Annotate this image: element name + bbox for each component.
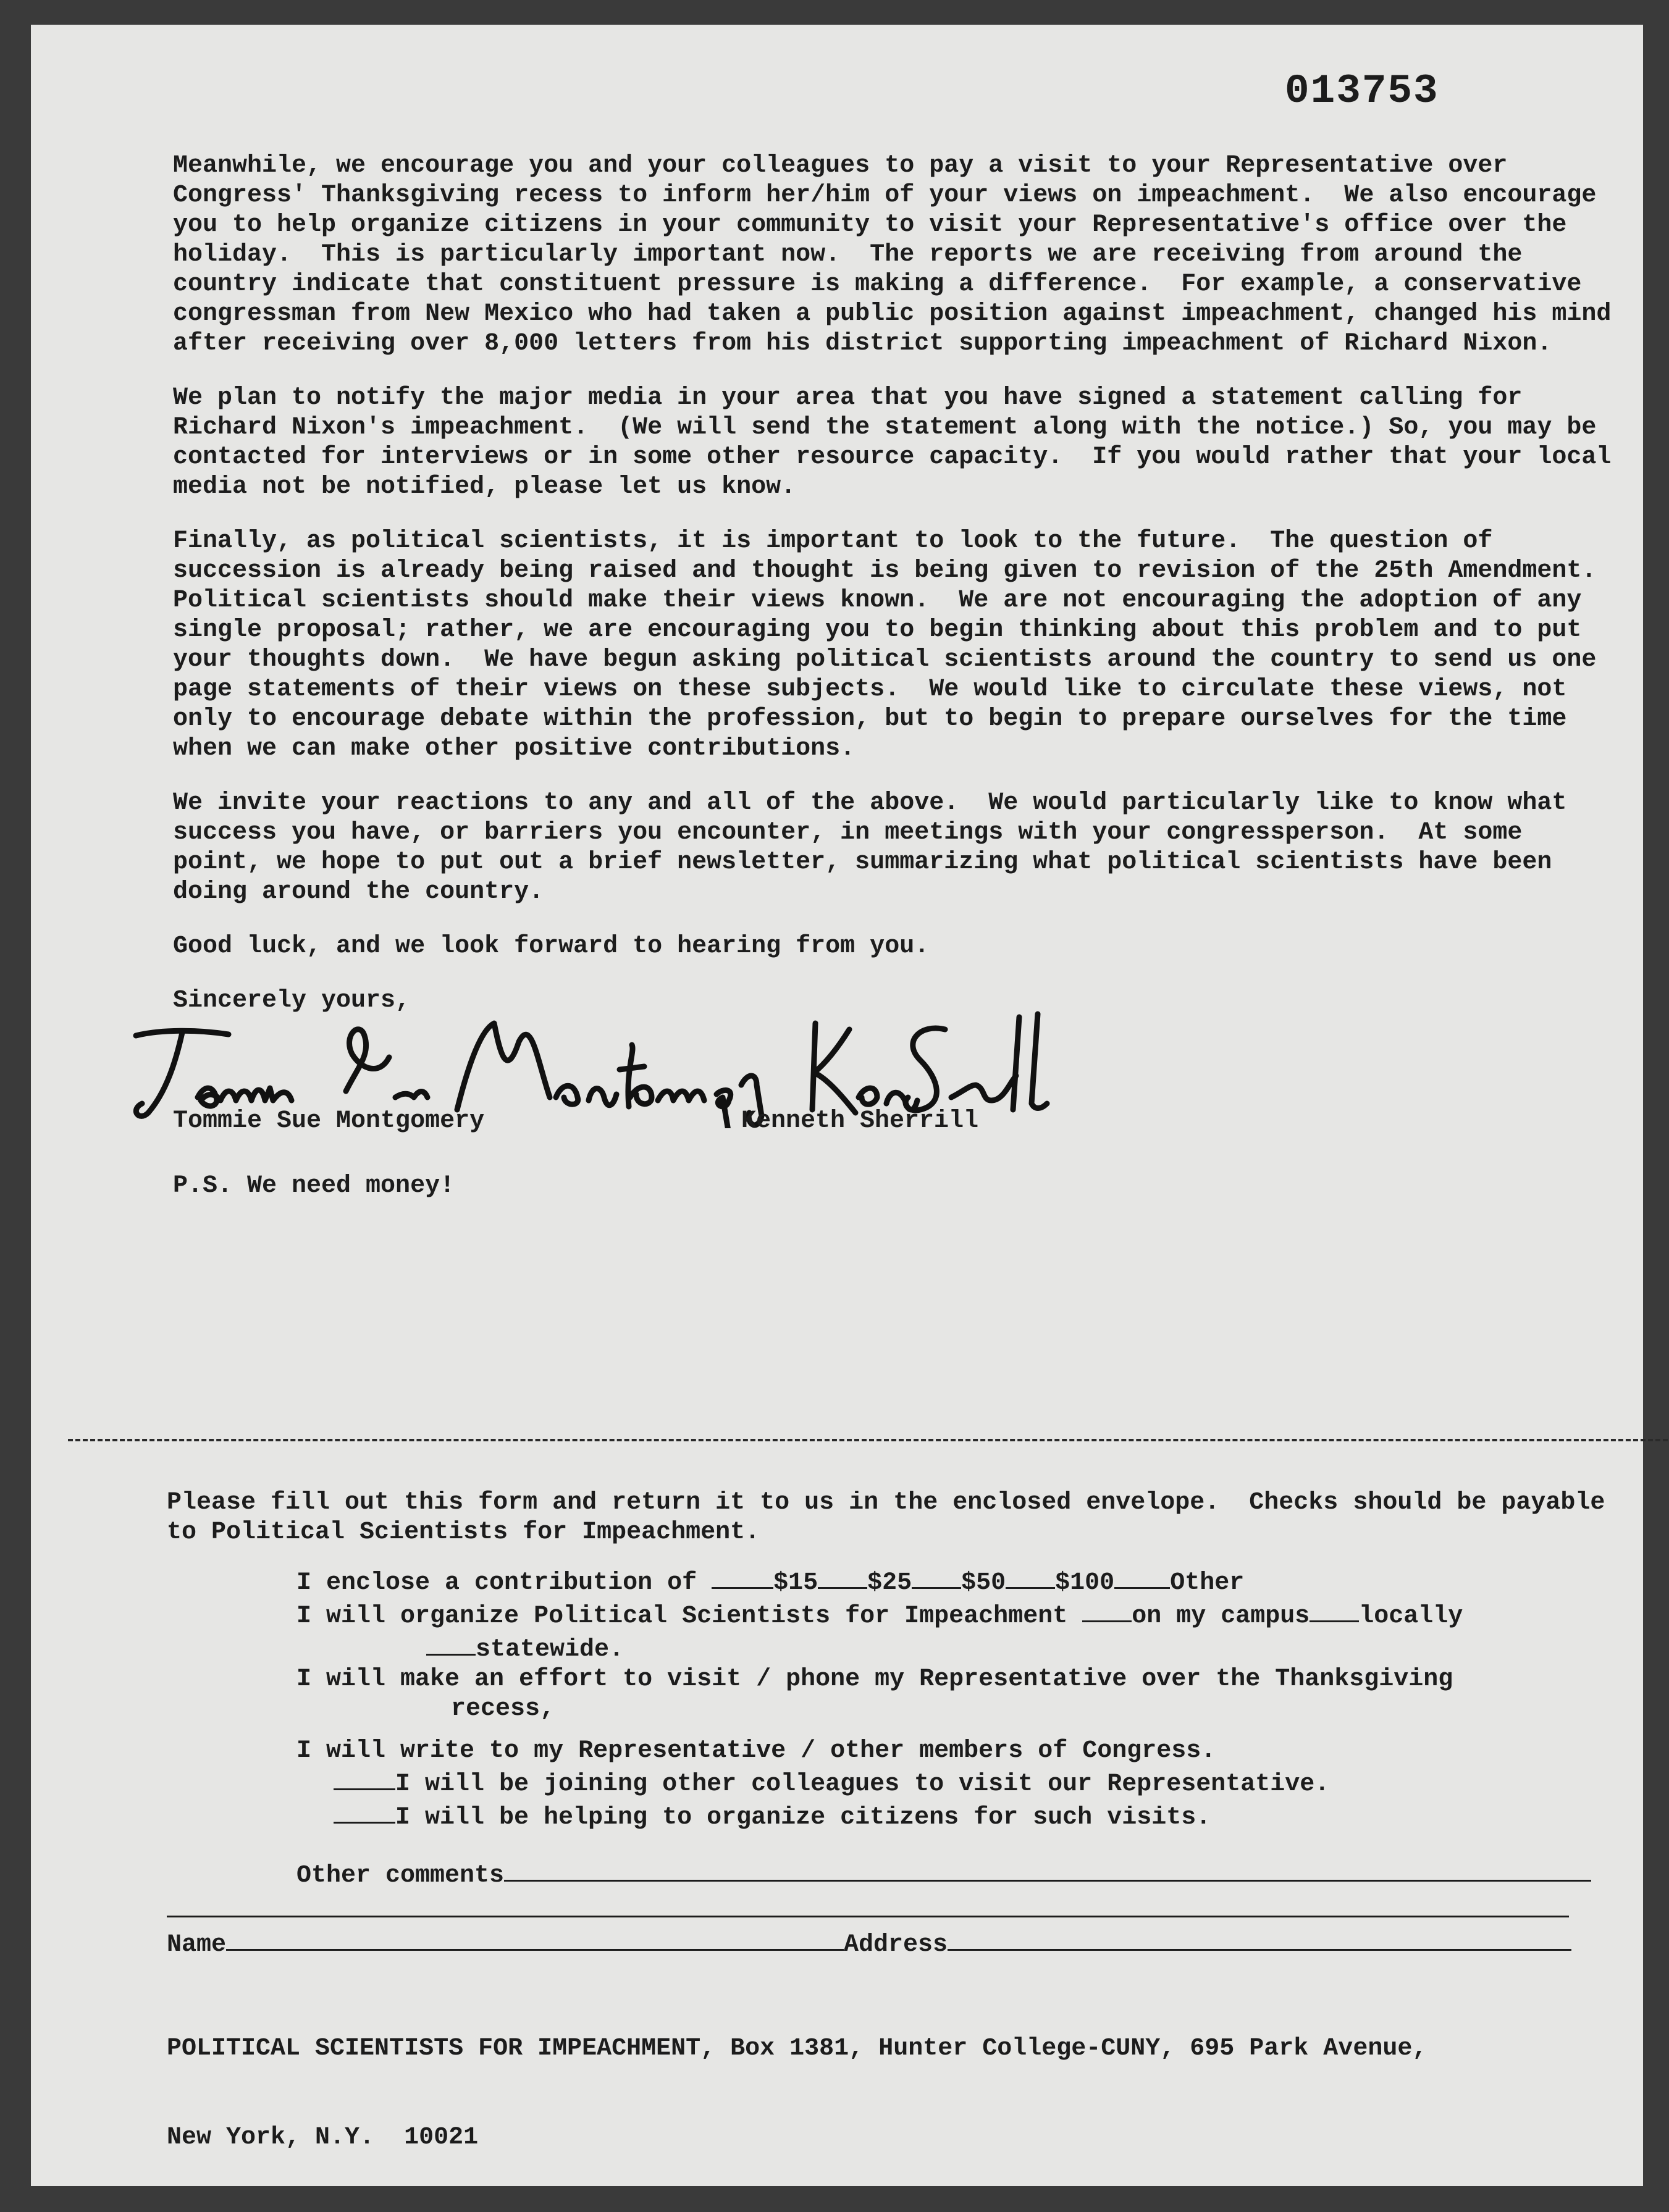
visit-line-1: I will make an effort to visit / phone my Representative over the Thanksgiving [296,1665,1453,1693]
visit-line-2: recess, [451,1695,555,1723]
signer-name-montgomery: Tommie Sue Montgomery [173,1107,485,1135]
organize-row [167,1598,1625,1632]
blank-15[interactable] [712,1565,773,1589]
mailing-address [167,1975,1625,2212]
blank-locally[interactable] [1310,1598,1359,1622]
document-number: 013753 [1285,68,1439,114]
address-field[interactable] [948,1927,1571,1951]
blank-helping[interactable] [334,1799,395,1824]
contribution-row [167,1565,1625,1598]
blank-100[interactable] [1006,1565,1055,1589]
footer-line-1: POLITICAL SCIENTISTS FOR IMPEACHMENT, Box 1381, Hunter College-CUNY, 695 Park Avenue, [167,2035,1427,2063]
option-50: $50 [961,1569,1006,1597]
paragraph-visit-representative: Meanwhile, we encourage you and your colleagues to pay a visit to your Representative over Congress' Thanksgiving recess to inform her/him of your views on impeachment. We also encourage you to help organize citizens in your community to visit your Representative's office over the holiday. This is particularly important now. The reports we are receiving from around the country indicate that constituent pressure is making a difference. For example, a conservative congressman from New Mexico who had taken a public position against impeachment, changed his mind after receiving over 8,000 letters from his district supporting impeachment of Richard Nixon. [173,152,1626,358]
sign-off: Sincerely yours, [173,987,411,1015]
helping-row [167,1799,1625,1833]
contribution-label: I enclose a contribution of [296,1569,697,1597]
option-campus: on my campus [1132,1602,1310,1630]
blank-25[interactable] [818,1565,867,1589]
paragraph-media-notice: We plan to notify the major media in your area that you have signed a statement calling for Richard Nixon's impeachment. (We will send the statement along with the notice.) So, you may be contacted for interviews or in some other resource capacity. If you would rather that your local media not be notified, please let us know. [173,384,1626,501]
option-other: Other [1170,1569,1245,1597]
write-line: I will write to my Representative / other members of Congress. [296,1737,1216,1765]
blank-statewide[interactable] [426,1632,476,1656]
letter-body [173,151,1625,1213]
name-field[interactable] [226,1927,844,1951]
footer-line-2: New York, N.Y. 10021 [167,2124,479,2151]
blank-campus[interactable] [1082,1598,1132,1622]
option-locally: locally [1359,1602,1463,1630]
option-25: $25 [867,1569,912,1597]
joining-label: I will be joining other colleagues to visit our Representative. [395,1770,1330,1798]
joining-row [167,1766,1625,1799]
form-intro: Please fill out this form and return it to us in the enclosed envelope. Checks should be payable to Political Scientists for Impeachment. [167,1489,1620,1546]
name-address-row [167,1927,1625,1960]
blank-50[interactable] [912,1565,961,1589]
option-100: $100 [1055,1569,1115,1597]
option-15: $15 [773,1569,818,1597]
postscript: P.S. We need money! [173,1172,455,1200]
statewide-row [167,1632,1625,1665]
helping-label: I will be helping to organize citizens for such visits. [395,1804,1211,1832]
reply-form [167,1488,1625,2212]
closing-line: Good luck, and we look forward to hearing from you. [173,932,930,960]
comments-extra-line-row [167,1893,1625,1927]
letter-page [31,25,1643,2186]
cut-line [68,1439,1668,1441]
paragraph-succession: Finally, as political scientists, it is important to look to the future. The question of succession is already being raised and thought is being given to revision of the 25th Amendment. Political scientists should make their views known. We are not encouraging the adoption of any single proposal; rather, we are encouraging you to begin thinking about this problem and to put your thoughts down. We have begun asking political scientists around the country to send us one page statements of their views on these subjects. We would like to circulate these views, not only to encourage debate within the profession, but to begin to prepare ourselves for the time when we can make other positive contributions. [173,527,1626,763]
other-comments-row [167,1858,1625,1891]
name-label: Name [167,1931,227,1959]
blank-joining[interactable] [334,1766,395,1790]
organize-label: I will organize Political Scientists for Impeachment [296,1602,1068,1630]
signer-name-sherrill: Kenneth Sherrill [741,1107,979,1135]
other-comments-field[interactable] [504,1858,1591,1882]
blank-other[interactable] [1114,1565,1170,1589]
other-comments-field-2[interactable] [167,1893,1569,1917]
paragraph-reactions: We invite your reactions to any and all of the above. We would particularly like to know what success you have, or barriers you encounter, in meetings with your congressperson. At some point, we hope to put out a brief newsletter, summarizing what political scientists have been doing around the country. [173,789,1582,906]
address-label: Address [844,1931,948,1959]
other-comments-label: Other comments [296,1862,505,1890]
option-statewide: statewide. [476,1636,624,1664]
signature-block [173,986,1625,1171]
